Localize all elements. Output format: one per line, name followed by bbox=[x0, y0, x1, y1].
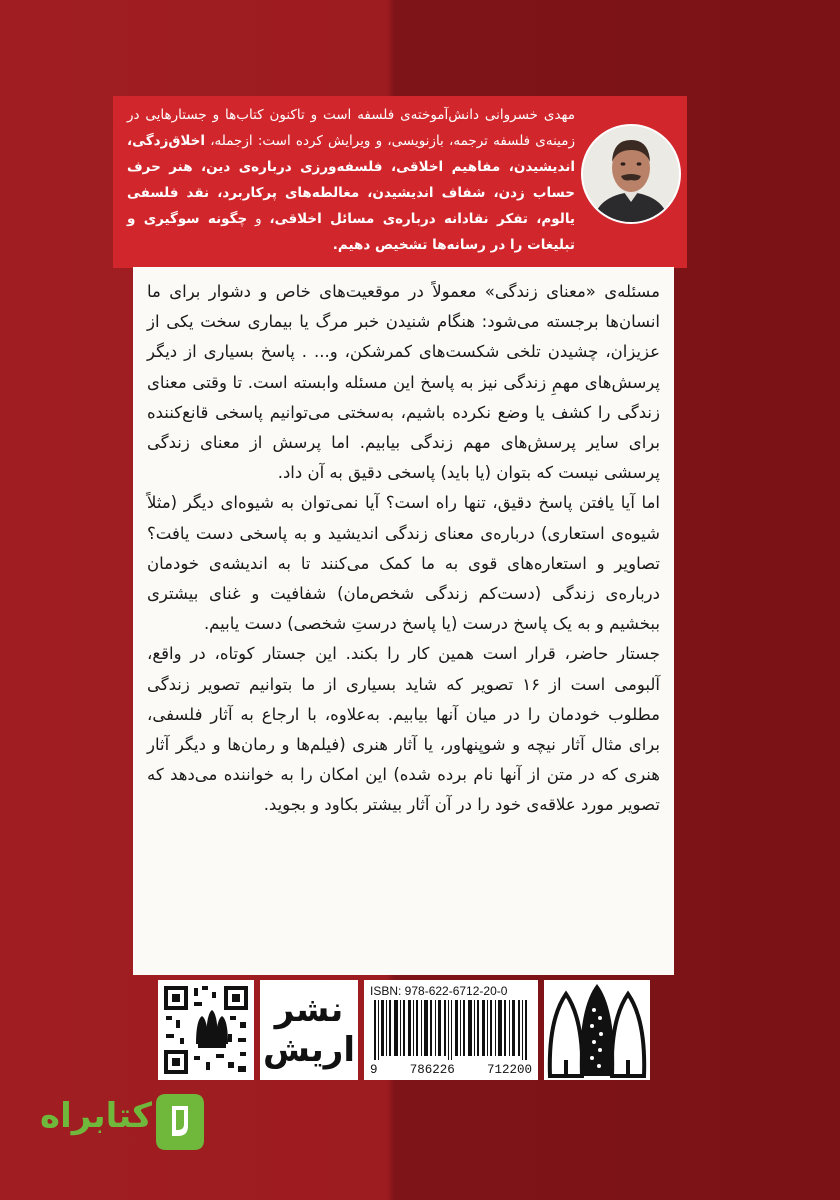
barcode-icon bbox=[370, 1000, 532, 1060]
author-titles-1: اخلاق‌زدگی، اندیشیدن، مفاهیم اخلاقی، فلسفه‌ورزی درباره‌ی دین، هنر حرف حساب زدن، شفاف اندیشیدن، مغالطه‌های پرکاربرد، نقد فلسفی یالوم، تفکر نقادانه درباره‌ی مسائل اخلاقی، bbox=[127, 133, 575, 227]
ketabrah-logo bbox=[40, 1090, 210, 1160]
description-paragraph: اما آیا یافتن پاسخ دقیق، تنها راه است؟ آیا نمی‌توان به شیوه‌ای دیگر (مثلاً شیوه‌ی استعاری) درباره‌ی معنای زندگی اندیشید و به پاسخی دست یافت؟ تصاویر و استعاره‌های قوی به ما کمک می‌کنند تا به اندیشه‌ی خودمان درباره‌ی زندگی (دست‌کم زندگی شخص‌مان) شفافیت و غنای بیشتری ببخشیم و به یک پاسخ درست (یا پاسخ درستِ شخصی) دست یابیم. bbox=[147, 493, 660, 634]
isbn-label: ISBN: 978-622-6712-20-0 bbox=[370, 984, 508, 998]
description-paragraph: مسئله‌ی «معنای زندگی» معمولاً در موقعیت‌های خاص و دشوار برای ما انسان‌ها برجسته می‌شود: هنگام شنیدن خبر مرگ یا بیماری سخت یکی از عزیزان، چشیدن تلخی شکست‌های کمرشکن، و... . پاسخ بسیاری از دیگر پرسش‌های مهمِ زندگی نیز به پاسخ این مسئله وابسته است. تا وقتی معنای زندگی را کشف یا وضع نکرده باشیم، به‌سختی می‌توانیم پاسخی قانع‌کننده برای سایر پرسش‌های مهم زندگی بیابیم. اما پرسش از معنای زندگی پرسشی نیست که بتوان (یا باید) پاسخی دقیق به آن داد. bbox=[147, 282, 660, 483]
author-bio-and: و bbox=[255, 211, 262, 227]
publisher-trees-logo bbox=[544, 980, 650, 1080]
barcode-strip bbox=[158, 980, 650, 1080]
publisher-name-line1: نشر bbox=[274, 990, 344, 1030]
isbn-digits bbox=[370, 1063, 532, 1077]
author-bio bbox=[127, 102, 575, 258]
ketabrah-book-icon bbox=[150, 1090, 210, 1154]
author-titles-2: چگونه سوگیری و تبلیغات را در رسانه‌ها تشخیص دهیم. bbox=[127, 211, 575, 253]
publisher-name-line2: اریش bbox=[262, 1030, 356, 1070]
isbn-digits-mid: 786226 bbox=[409, 1063, 455, 1077]
author-portrait bbox=[581, 124, 681, 224]
qr-code-icon bbox=[164, 986, 248, 1074]
author-bio-intro: مهدی خسروانی دانش‌آموخته‌ی فلسفه است و تاکنون کتاب‌ها و جستارهایی در زمینه‌ی فلسفه ترجمه، بازنویسی، و ویرایش کرده است: bbox=[127, 107, 575, 149]
ketabrah-logo-text: کتابراه bbox=[40, 1096, 153, 1136]
description-paragraph: جستار حاضر، قرار است همین کار را بکند. این جستار کوتاه، در واقع، آلبومی است از ۱۶ تصویر که شاید بسیاری از ما بتوانیم تصویر زندگی مطلوب خودمان را در میان آنها بیابیم. به‌علاوه، با ارجاع به آثار فلسفی، برای مثال آثار نیچه و شوپنهاور، یا آثار هنری (فیلم‌ها و رمان‌ها و دیگر آثار هنری که در متن از آنها نام برده شده) این امکان را به خواننده می‌دهد که تصویر مورد علاقه‌ی خود را در آن آثار بیشتر بکاود و بجوید. bbox=[147, 644, 661, 815]
isbn-barcode bbox=[364, 980, 538, 1080]
description-text bbox=[147, 277, 660, 821]
qr-code bbox=[158, 980, 254, 1080]
trees-icon bbox=[544, 980, 650, 1080]
isbn-digit-first: 9 bbox=[370, 1063, 378, 1077]
author-bio-box bbox=[113, 96, 687, 268]
author-bio-lead: ازجمله، bbox=[210, 133, 253, 149]
author-portrait-image bbox=[583, 126, 679, 222]
description-box bbox=[133, 267, 674, 975]
isbn-digits-last: 712200 bbox=[486, 1063, 532, 1077]
publisher-logo bbox=[260, 980, 358, 1080]
